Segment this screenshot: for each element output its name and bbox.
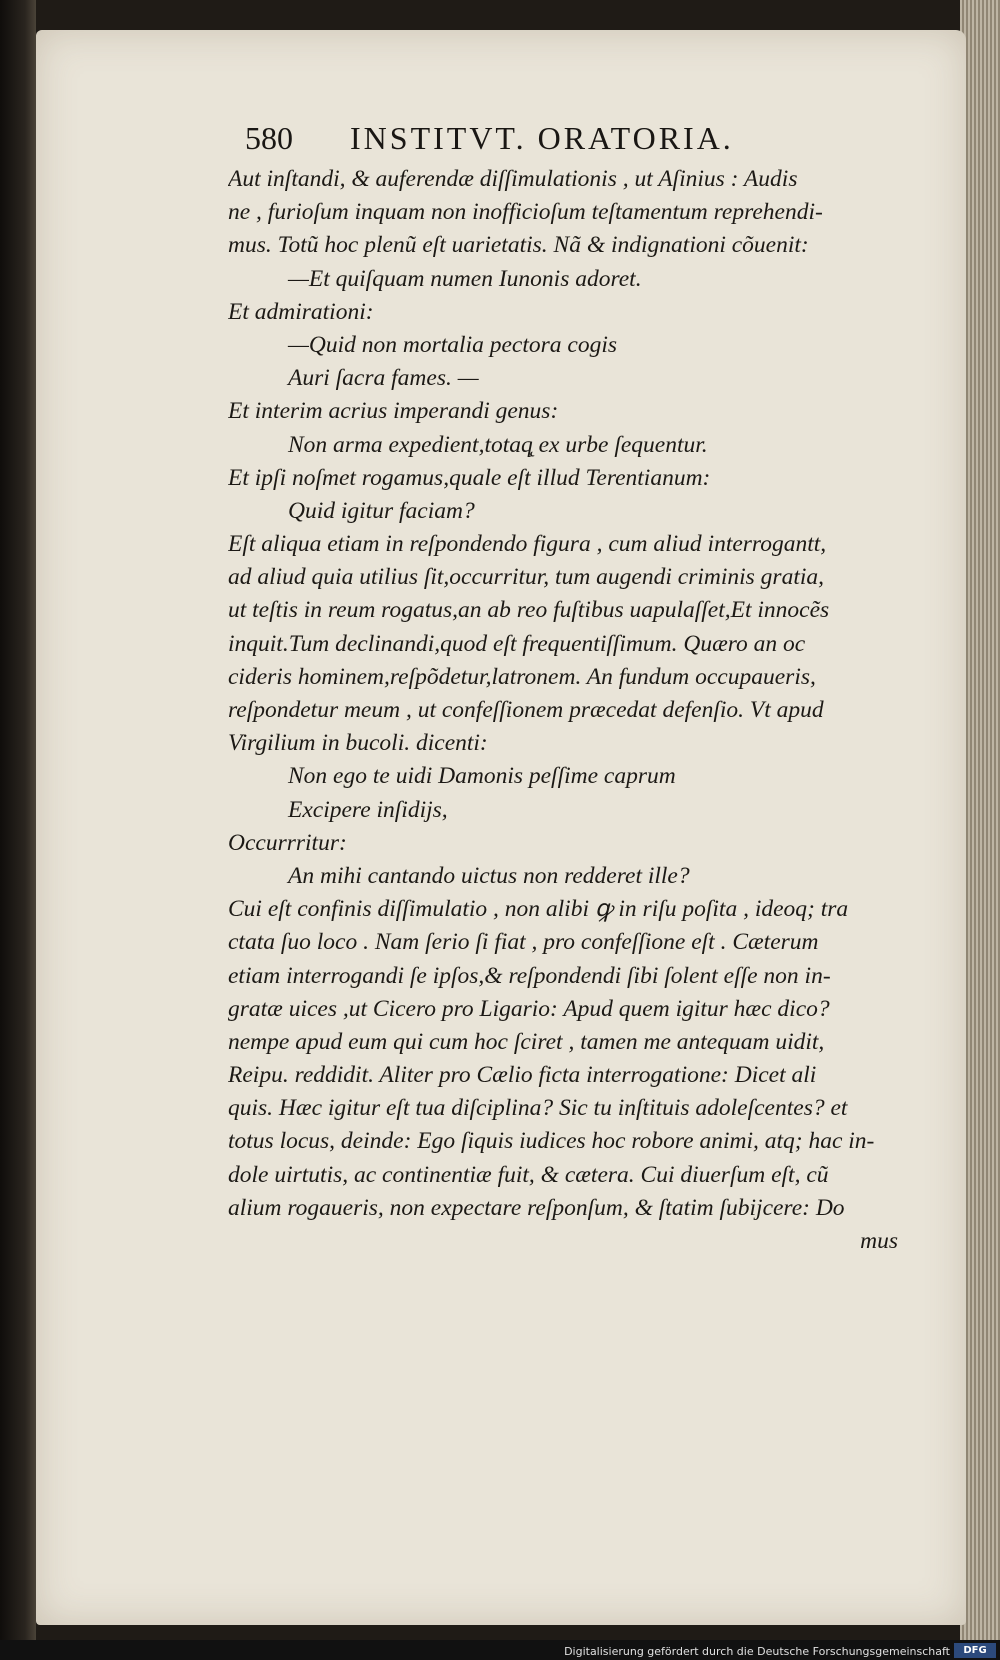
text-line: inquit.Tum declinandi,quod eſt frequentiſſimum. Quæro an oc: [228, 630, 806, 657]
text-line: ut teſtis in reum rogatus,an ab reo fuſtibus uapulaſſet,Et innocẽs: [228, 597, 830, 624]
book-spine-edge: [0, 0, 36, 1640]
text-line: Aut inſtandi, & auferendæ diſſimulationis , ut Aſinius : Audis: [228, 166, 798, 192]
text-line: Et ipſi noſmet rogamus,quale eſt illud Terentianum:: [228, 464, 711, 491]
text-line: nempe apud eum qui cum hoc ſciret , tamen me antequam uidit,: [228, 1028, 825, 1055]
footer-bar: [0, 1640, 1000, 1660]
text-line: Et interim acrius imperandi genus:: [228, 398, 559, 425]
text-line: cideris hominem,reſpõdetur,latronem. An fundum occupaueris,: [228, 663, 816, 690]
text-line: totus locus, deinde: Ego ſiquis iudices hoc robore animi, atq; hac in-: [228, 1128, 875, 1155]
page-stack-edge: [960, 0, 1000, 1640]
footer-credit: Digitalisierung gefördert durch die Deutsche Forschungsgemeinschaft: [564, 1645, 950, 1658]
text-line: mus. Totũ hoc plenũ eſt uarietatis. Nã & indignationi cõuenit:: [228, 232, 809, 259]
verse-line: —Quid non mortalia pectora cogis: [288, 331, 617, 358]
dfg-logo-icon: DFG: [954, 1643, 996, 1658]
text-line: gratæ uices ,ut Cicero pro Ligario: Apud quem igitur hæc dico?: [228, 995, 830, 1022]
text-line: etiam interrogandi ſe ipſos,& reſpondendi ſibi ſolent eſſe non in-: [228, 962, 831, 989]
verse-line: Excipere inſidijs,: [288, 796, 448, 823]
verse-line: Non ego te uidi Damonis peſſime caprum: [288, 763, 676, 790]
text-line: ctata ſuo loco . Nam ſerio ſi fiat , pro confeſſione eſt . Cæterum: [228, 929, 819, 956]
text-line: Eſt aliqua etiam in reſpondendo figura , cum aliud interrogantt,: [228, 531, 827, 558]
verse-line: —Et quiſquam numen Iunonis adoret.: [288, 265, 642, 292]
text-line: dole uirtutis, ac continentiæ fuit, & cætera. Cui diuerſum eſt, cũ: [228, 1161, 829, 1188]
text-line: Et admirationi:: [228, 298, 374, 325]
text-line: Virgilium in bucoli. dicenti:: [228, 730, 488, 757]
text-line: reſpondetur meum , ut confeſſionem præcedat defenſio. Vt apud: [228, 697, 824, 723]
text-line: quis. Hæc igitur eſt tua diſciplina? Sic tu inſtituis adoleſcentes? et: [228, 1095, 848, 1122]
running-head: [245, 120, 845, 160]
page-number: 580: [245, 120, 293, 156]
verse-line: Non arma expedient,totaq̨ ex urbe ſequentur.: [288, 431, 708, 458]
text-line: Reipu. reddidit. Aliter pro Cælio ficta interrogatione: Dicet ali: [228, 1062, 817, 1089]
text-line: Cui eſt confinis diſſimulatio , non alibi ꝙ in riſu poſita , ideoq; tra: [228, 896, 849, 923]
text-line: mus: [860, 1228, 898, 1254]
text-block: [228, 163, 898, 1258]
text-line: alium rogaueris, non expectare reſponſum, & ſtatim ſubijcere: Do: [228, 1194, 845, 1221]
text-line: Occurrritur:: [228, 829, 347, 856]
verse-line: Auri ſacra fames. —: [288, 365, 479, 392]
text-line: ad aliud quia utilius ſit,occurritur, tum augendi criminis gratia,: [228, 564, 825, 591]
running-title: INSTITVT. ORATORIA.: [350, 120, 734, 156]
verse-line: An mihi cantando uictus non redderet ille?: [288, 862, 690, 889]
text-line: ne , furioſum inquam non inofficioſum teſtamentum reprehendi-: [228, 199, 823, 226]
verse-line: Quid igitur faciam?: [288, 497, 475, 524]
